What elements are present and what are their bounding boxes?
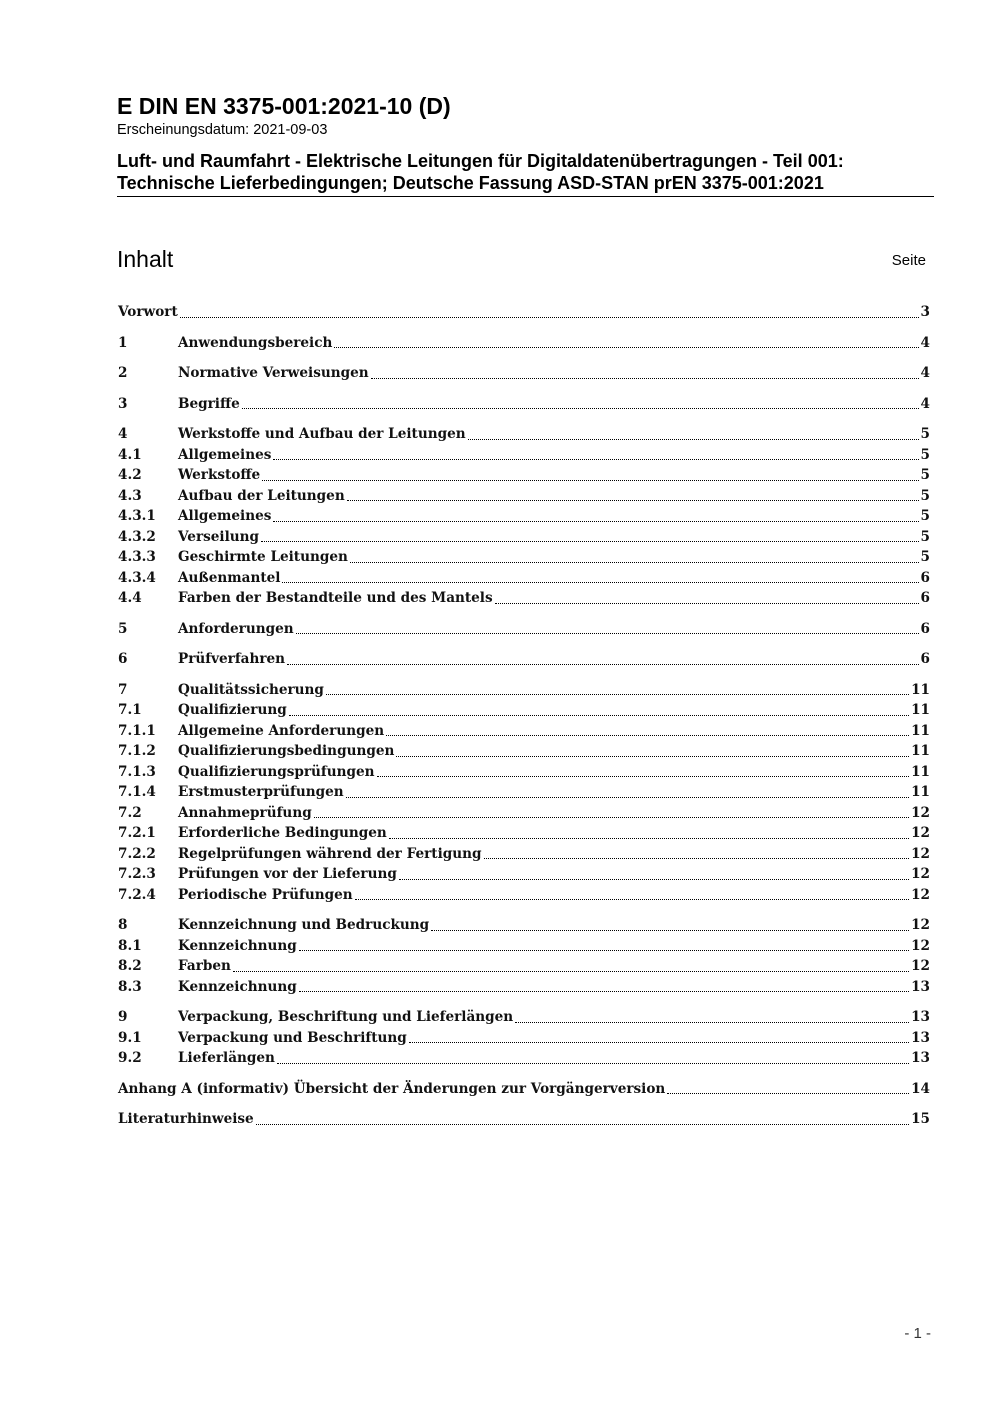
toc-dot-leader <box>667 1093 909 1094</box>
toc-entry-number: 7.1.4 <box>118 784 156 800</box>
toc-entry[interactable] <box>118 803 930 824</box>
toc-dot-leader <box>326 694 909 695</box>
toc-dot-leader <box>495 603 919 604</box>
toc-dot-leader <box>242 408 919 409</box>
toc-entry[interactable] <box>118 619 930 640</box>
toc-entry[interactable] <box>118 721 930 742</box>
toc-dot-leader <box>233 971 909 972</box>
toc-dot-leader <box>399 879 909 880</box>
toc-entry-number: 4.2 <box>118 467 142 483</box>
toc-entry[interactable] <box>118 1109 930 1130</box>
toc-entry-number: 9.1 <box>118 1029 142 1046</box>
toc-entry-page: 12 <box>911 958 930 974</box>
toc-entry-page: 6 <box>920 590 930 606</box>
toc-entry-number: 7.2.2 <box>118 845 156 862</box>
toc-entry[interactable] <box>118 741 930 762</box>
toc-entry-page: 5 <box>920 487 930 504</box>
toc-entry[interactable] <box>118 394 930 415</box>
document-subtitle <box>117 150 934 197</box>
toc-entry[interactable] <box>118 527 930 548</box>
toc-heading-row <box>117 244 926 274</box>
toc-entry-number: 9 <box>118 1009 128 1025</box>
table-of-contents <box>118 302 930 1130</box>
toc-entry[interactable] <box>118 1048 930 1069</box>
toc-entry[interactable] <box>118 1079 930 1100</box>
toc-entry[interactable] <box>118 1007 930 1028</box>
toc-entry-title: Normative Verweisungen <box>178 365 369 381</box>
toc-entry-number: 7 <box>118 681 128 698</box>
toc-entry[interactable] <box>118 568 930 589</box>
toc-entry-title: Farben der Bestandteile und des Mantels <box>178 590 493 606</box>
toc-dot-leader <box>299 991 909 992</box>
toc-entry-number: 8 <box>118 917 128 933</box>
toc-entry[interactable] <box>118 782 930 803</box>
toc-entry-title: Qualifizierungsprüfungen <box>178 763 375 780</box>
toc-dot-leader <box>314 817 909 818</box>
toc-entry-title: Kennzeichnung und Bedruckung <box>178 917 430 933</box>
toc-entry[interactable] <box>118 486 930 507</box>
toc-entry-number: 9.2 <box>118 1050 142 1066</box>
page-number: - 1 - <box>904 1325 931 1342</box>
toc-dot-leader <box>431 930 909 931</box>
toc-entry-number: 4.3.2 <box>118 528 156 545</box>
toc-dot-leader <box>296 633 919 634</box>
toc-entry-page: 11 <box>911 763 930 780</box>
toc-entry-page: 12 <box>911 937 930 954</box>
toc-entry-title: Verseilung <box>178 528 260 545</box>
toc-entry-page: 4 <box>920 395 930 412</box>
toc-entry-title: Prüfungen vor der Lieferung <box>178 866 397 882</box>
toc-entry-page: 13 <box>911 978 930 995</box>
toc-dot-leader <box>409 1042 909 1043</box>
toc-entry-title: Regelprüfungen während der Fertigung <box>178 845 482 862</box>
toc-entry-title: Vorwort <box>118 304 178 320</box>
toc-dot-leader <box>262 480 918 481</box>
toc-dot-leader <box>377 776 910 777</box>
toc-entry[interactable] <box>118 333 930 354</box>
toc-entry-page: 5 <box>920 426 930 442</box>
toc-entry-number: 4.1 <box>118 446 142 463</box>
toc-dot-leader <box>386 735 909 736</box>
toc-entry[interactable] <box>118 547 930 568</box>
subtitle-line-1: Luft- und Raumfahrt - Elektrische Leitungen für Digitaldatenübertragungen - Teil 001: <box>117 151 844 171</box>
toc-entry-page: 5 <box>920 528 930 545</box>
toc-dot-leader <box>355 899 909 900</box>
toc-entry[interactable] <box>118 680 930 701</box>
toc-entry-number: 7.2.4 <box>118 886 156 903</box>
toc-entry-page: 12 <box>911 825 930 841</box>
toc-entry[interactable] <box>118 700 930 721</box>
toc-dot-leader <box>389 838 909 839</box>
toc-entry-number: 5 <box>118 620 128 637</box>
toc-entry-title: Periodische Prüfungen <box>178 886 353 903</box>
toc-entry-title: Allgemeines <box>178 508 272 524</box>
toc-dot-leader <box>468 439 919 440</box>
toc-page-column-heading: Seite <box>891 252 926 269</box>
toc-entry-page: 3 <box>920 304 930 320</box>
toc-dot-leader <box>273 521 918 522</box>
toc-entry-page: 13 <box>911 1009 930 1025</box>
toc-entry-page: 11 <box>911 743 930 759</box>
toc-entry-title: Werkstoffe und Aufbau der Leitungen <box>178 426 466 442</box>
toc-entry-page: 4 <box>920 365 930 381</box>
toc-entry-number: 7.2.3 <box>118 866 156 882</box>
toc-entry-number: 4.3.4 <box>118 569 156 586</box>
toc-entry-title: Aufbau der Leitungen <box>178 487 345 504</box>
toc-entry-title: Anforderungen <box>178 620 294 637</box>
toc-entry-number: 3 <box>118 395 128 412</box>
toc-dot-leader <box>287 664 918 665</box>
toc-entry-page: 13 <box>911 1050 930 1066</box>
toc-entry-title: Allgemeines <box>178 446 272 463</box>
toc-entry-title: Qualifizierung <box>178 702 287 718</box>
toc-entry[interactable] <box>118 1028 930 1049</box>
toc-dot-leader <box>484 858 910 859</box>
toc-entry-title: Kennzeichnung <box>178 978 297 995</box>
toc-entry[interactable] <box>118 424 930 445</box>
toc-entry-number: 4.4 <box>118 590 142 606</box>
toc-entry[interactable] <box>118 823 930 844</box>
toc-dot-leader <box>346 797 909 798</box>
toc-dot-leader <box>282 582 918 583</box>
toc-entry-number: 8.3 <box>118 978 142 995</box>
publication-date: Erscheinungsdatum: 2021-09-03 <box>117 122 328 138</box>
toc-entry-page: 11 <box>911 681 930 698</box>
toc-entry-title: Geschirmte Leitungen <box>178 549 348 565</box>
toc-entry-title: Prüfverfahren <box>178 651 286 667</box>
toc-entry-page: 12 <box>911 804 930 821</box>
toc-entry-title: Qualifizierungsbedingungen <box>178 743 395 759</box>
toc-entry-page: 12 <box>911 917 930 933</box>
toc-entry-number: 4.3 <box>118 487 142 504</box>
toc-entry[interactable] <box>118 445 930 466</box>
toc-entry[interactable] <box>118 915 930 936</box>
toc-entry-number: 4.3.1 <box>118 508 156 524</box>
toc-entry-title: Verpackung und Beschriftung <box>178 1029 407 1046</box>
toc-entry-page: 12 <box>911 886 930 903</box>
toc-entry-page: 13 <box>911 1029 930 1046</box>
toc-entry-title: Farben <box>178 958 231 974</box>
toc-dot-leader <box>180 317 919 318</box>
toc-entry-page: 11 <box>911 784 930 800</box>
toc-entry-title: Erstmusterprüfungen <box>178 784 344 800</box>
document-header <box>117 92 934 197</box>
toc-entry-number: 7.1.1 <box>118 722 156 739</box>
toc-entry-title: Anwendungsbereich <box>178 334 333 351</box>
toc-entry-title: Kennzeichnung <box>178 937 297 954</box>
toc-entry-title: Qualitätssicherung <box>178 681 324 698</box>
toc-entry-number: 4 <box>118 426 128 442</box>
toc-entry-title: Lieferlängen <box>178 1050 275 1066</box>
document-title: E DIN EN 3375-001:2021-10 (D) <box>117 93 451 119</box>
toc-entry-title: Erforderliche Bedingungen <box>178 825 387 841</box>
toc-entry-number: 4.3.3 <box>118 549 156 565</box>
toc-entry-page: 5 <box>920 549 930 565</box>
toc-dot-leader <box>347 500 919 501</box>
toc-entry-number: 7.1 <box>118 702 142 718</box>
toc-dot-leader <box>299 950 909 951</box>
toc-entry-number: 7.1.2 <box>118 743 156 759</box>
toc-entry[interactable] <box>118 956 930 977</box>
toc-entry[interactable] <box>118 844 930 865</box>
toc-dot-leader <box>371 378 919 379</box>
toc-entry-title: Anhang A (informativ) Übersicht der Änderungen zur Vorgängerversion <box>118 1080 666 1097</box>
toc-entry[interactable] <box>118 588 930 609</box>
toc-entry[interactable] <box>118 977 930 998</box>
toc-entry-page: 11 <box>911 722 930 739</box>
toc-entry-title: Annahmeprüfung <box>178 804 312 821</box>
toc-entry-page: 5 <box>920 467 930 483</box>
toc-entry-number: 1 <box>118 334 128 351</box>
toc-entry-title: Verpackung, Beschriftung und Lieferlängen <box>178 1009 514 1025</box>
toc-dot-leader <box>515 1022 909 1023</box>
toc-entry-page: 4 <box>920 334 930 351</box>
toc-entry-page: 12 <box>911 866 930 882</box>
toc-dot-leader <box>277 1063 909 1064</box>
toc-heading: Inhalt <box>117 246 174 272</box>
toc-entry-page: 11 <box>911 702 930 718</box>
toc-entry[interactable] <box>118 885 930 906</box>
toc-entry-page: 6 <box>920 620 930 637</box>
toc-dot-leader <box>350 562 919 563</box>
toc-entry-number: 6 <box>118 651 128 667</box>
toc-entry-number: 7.1.3 <box>118 763 156 780</box>
toc-entry-number: 7.2.1 <box>118 825 156 841</box>
toc-dot-leader <box>261 541 919 542</box>
toc-dot-leader <box>289 715 909 716</box>
toc-entry[interactable] <box>118 465 930 486</box>
toc-entry-page: 5 <box>920 508 930 524</box>
toc-entry-page: 5 <box>920 446 930 463</box>
toc-entry[interactable] <box>118 649 930 670</box>
toc-entry-page: 6 <box>920 651 930 667</box>
toc-dot-leader <box>396 756 909 757</box>
toc-entry-page: 6 <box>920 569 930 586</box>
toc-entry[interactable] <box>118 506 930 527</box>
subtitle-line-2: Technische Lieferbedingungen; Deutsche Fassung ASD-STAN prEN 3375-001:2021 <box>117 173 824 193</box>
toc-entry-page: 14 <box>911 1080 930 1097</box>
toc-entry[interactable] <box>118 302 930 323</box>
toc-entry-title: Literaturhinweise <box>118 1111 254 1127</box>
toc-entry-title: Allgemeine Anforderungen <box>178 722 385 739</box>
toc-entry-page: 15 <box>911 1111 930 1127</box>
toc-entry[interactable] <box>118 864 930 885</box>
toc-dot-leader <box>273 459 918 460</box>
toc-entry-title: Werkstoffe <box>178 467 261 483</box>
toc-entry-number: 7.2 <box>118 804 142 821</box>
toc-entry-number: 8.1 <box>118 937 142 954</box>
toc-entry-title: Begriffe <box>178 395 240 412</box>
toc-entry-number: 2 <box>118 365 128 381</box>
toc-entry-title: Außenmantel <box>178 569 281 586</box>
toc-entry-number: 8.2 <box>118 958 142 974</box>
toc-entry[interactable] <box>118 936 930 957</box>
toc-dot-leader <box>256 1124 909 1125</box>
toc-entry[interactable] <box>118 363 930 384</box>
toc-entry[interactable] <box>118 762 930 783</box>
toc-entry-page: 12 <box>911 845 930 862</box>
toc-dot-leader <box>334 347 918 348</box>
